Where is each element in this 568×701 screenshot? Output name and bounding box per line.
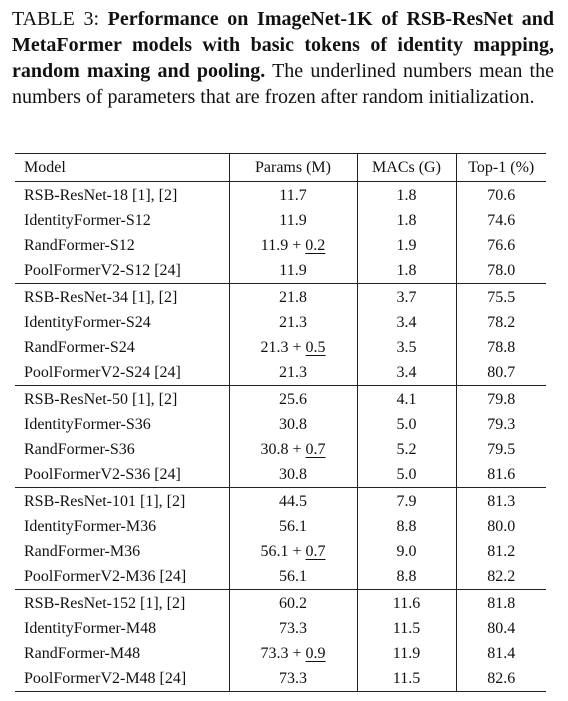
cell-macs: 1.8 (357, 208, 456, 233)
params-value: 56.1 (279, 518, 307, 535)
table-row (15, 539, 546, 564)
table-row (15, 182, 546, 209)
frozen-params-value: 0.7 (305, 441, 326, 458)
table-row (15, 462, 546, 488)
cell-model: RSB-ResNet-50 [1], [2] (24, 391, 178, 408)
cell-top1: 70.6 (456, 182, 546, 209)
cell-params (229, 284, 357, 311)
cell-top1: 81.2 (456, 539, 546, 564)
cell-top1: 81.6 (456, 462, 546, 488)
header-row (15, 154, 546, 182)
cell-macs: 11.5 (357, 666, 456, 692)
cell-model: IdentityFormer-S36 (24, 416, 151, 433)
cell-top1: 80.4 (456, 616, 546, 641)
header-top1: Top-1 (%) (456, 154, 546, 182)
frozen-params-value: 0.5 (305, 339, 326, 356)
cell-model: PoolFormerV2-M48 [24] (24, 670, 187, 687)
table-row (15, 310, 546, 335)
table-group (15, 488, 546, 590)
params-value: 21.3 + (260, 339, 306, 356)
cell-params (229, 182, 357, 209)
cell-macs: 8.8 (357, 564, 456, 590)
cell-macs: 3.4 (357, 360, 456, 386)
cell-params (229, 386, 357, 413)
table-row (15, 412, 546, 437)
cell-top1: 79.8 (456, 386, 546, 413)
table-row (15, 616, 546, 641)
cell-model: PoolFormerV2-S36 [24] (24, 466, 181, 483)
params-value: 11.7 (279, 187, 307, 204)
cell-model: RSB-ResNet-101 [1], [2] (24, 493, 186, 510)
params-value: 56.1 + (260, 543, 306, 560)
cell-macs: 5.0 (357, 412, 456, 437)
params-value: 21.3 (279, 364, 307, 381)
cell-model: IdentityFormer-S12 (24, 212, 151, 229)
table-row (15, 208, 546, 233)
cell-model: PoolFormerV2-S24 [24] (24, 364, 181, 381)
header-params: Params (M) (229, 154, 357, 182)
frozen-params-value: 0.2 (305, 237, 326, 254)
table-row (15, 514, 546, 539)
cell-model: RandFormer-S24 (24, 339, 135, 356)
cell-macs: 1.8 (357, 258, 456, 284)
cell-macs: 11.9 (357, 641, 456, 666)
cell-macs: 7.9 (357, 488, 456, 515)
cell-params (229, 335, 357, 360)
table-group (15, 386, 546, 488)
table-row (15, 666, 546, 692)
table-row (15, 564, 546, 590)
cell-params (229, 437, 357, 462)
params-value: 30.8 (279, 466, 307, 483)
params-value: 25.6 (279, 391, 307, 408)
cell-params (229, 360, 357, 386)
cell-top1: 81.3 (456, 488, 546, 515)
header-model: Model (15, 154, 229, 182)
caption-text: The underlined numbers mean the numbers of parameters that are frozen after random initialization. (12, 60, 554, 108)
params-value: 44.5 (279, 493, 307, 510)
params-value: 11.9 (279, 212, 307, 229)
cell-top1: 80.7 (456, 360, 546, 386)
cell-top1: 81.4 (456, 641, 546, 666)
cell-top1: 82.2 (456, 564, 546, 590)
header-macs: MACs (G) (357, 154, 456, 182)
cell-model: RandFormer-M36 (24, 543, 141, 560)
cell-top1: 80.0 (456, 514, 546, 539)
cell-macs: 3.7 (357, 284, 456, 311)
cell-top1: 78.2 (456, 310, 546, 335)
cell-params (229, 462, 357, 488)
cell-params (229, 564, 357, 590)
cell-model: RandFormer-M48 (24, 645, 141, 662)
frozen-params-value: 0.9 (305, 645, 326, 662)
cell-model: PoolFormerV2-S12 [24] (24, 262, 181, 279)
cell-top1: 74.6 (456, 208, 546, 233)
cell-top1: 79.5 (456, 437, 546, 462)
cell-params (229, 258, 357, 284)
cell-model: IdentityFormer-M36 (24, 518, 157, 535)
cell-top1: 76.6 (456, 233, 546, 258)
table-row (15, 360, 546, 386)
cell-model: RSB-ResNet-18 [1], [2] (24, 187, 178, 204)
cell-model: PoolFormerV2-M36 [24] (24, 568, 187, 585)
cell-macs: 5.2 (357, 437, 456, 462)
cell-params (229, 539, 357, 564)
params-value: 11.9 + (260, 237, 306, 254)
params-value: 73.3 (279, 670, 307, 687)
cell-params (229, 488, 357, 515)
params-value: 11.9 (279, 262, 307, 279)
cell-top1: 82.6 (456, 666, 546, 692)
table-row (15, 488, 546, 515)
cell-top1: 78.0 (456, 258, 546, 284)
cell-macs: 9.0 (357, 539, 456, 564)
cell-top1: 79.3 (456, 412, 546, 437)
cell-macs: 11.5 (357, 616, 456, 641)
cell-params (229, 310, 357, 335)
table-group (15, 590, 546, 692)
results-table (15, 153, 546, 692)
cell-params (229, 616, 357, 641)
cell-params (229, 666, 357, 692)
cell-model: RSB-ResNet-152 [1], [2] (24, 595, 186, 612)
cell-macs: 3.5 (357, 335, 456, 360)
table-group (15, 284, 546, 386)
cell-macs: 11.6 (357, 590, 456, 617)
caption-label: TABLE 3: (12, 8, 100, 30)
table-row (15, 284, 546, 311)
cell-params (229, 641, 357, 666)
params-value: 73.3 + (260, 645, 306, 662)
params-value: 60.2 (279, 595, 307, 612)
table-row (15, 233, 546, 258)
params-value: 30.8 (279, 416, 307, 433)
table-row (15, 437, 546, 462)
params-value: 30.8 + (260, 441, 306, 458)
table-header (15, 154, 546, 182)
cell-model: IdentityFormer-S24 (24, 314, 151, 331)
table-row (15, 590, 546, 617)
cell-macs: 3.4 (357, 310, 456, 335)
cell-model: RSB-ResNet-34 [1], [2] (24, 289, 178, 306)
table-row (15, 258, 546, 284)
cell-top1: 75.5 (456, 284, 546, 311)
cell-top1: 78.8 (456, 335, 546, 360)
cell-macs: 1.9 (357, 233, 456, 258)
caption-bold-text: Performance on ImageNet-1K of RSB-ResNet and MetaFormer models with basic tokens of identity mapping, random maxing and pooling. (12, 8, 554, 82)
table-row (15, 335, 546, 360)
table-group (15, 182, 546, 284)
params-value: 56.1 (279, 568, 307, 585)
table-caption (12, 6, 554, 110)
cell-params (229, 208, 357, 233)
cell-macs: 1.8 (357, 182, 456, 209)
frozen-params-value: 0.7 (305, 543, 326, 560)
cell-params (229, 590, 357, 617)
cell-model: IdentityFormer-M48 (24, 620, 157, 637)
cell-macs: 5.0 (357, 462, 456, 488)
table-row (15, 641, 546, 666)
cell-macs: 4.1 (357, 386, 456, 413)
cell-params (229, 233, 357, 258)
table-row (15, 386, 546, 413)
cell-top1: 81.8 (456, 590, 546, 617)
params-value: 21.3 (279, 314, 307, 331)
cell-params (229, 514, 357, 539)
cell-model: RandFormer-S36 (24, 441, 135, 458)
params-value: 21.8 (279, 289, 307, 306)
cell-model: RandFormer-S12 (24, 237, 135, 254)
cell-params (229, 412, 357, 437)
params-value: 73.3 (279, 620, 307, 637)
cell-macs: 8.8 (357, 514, 456, 539)
